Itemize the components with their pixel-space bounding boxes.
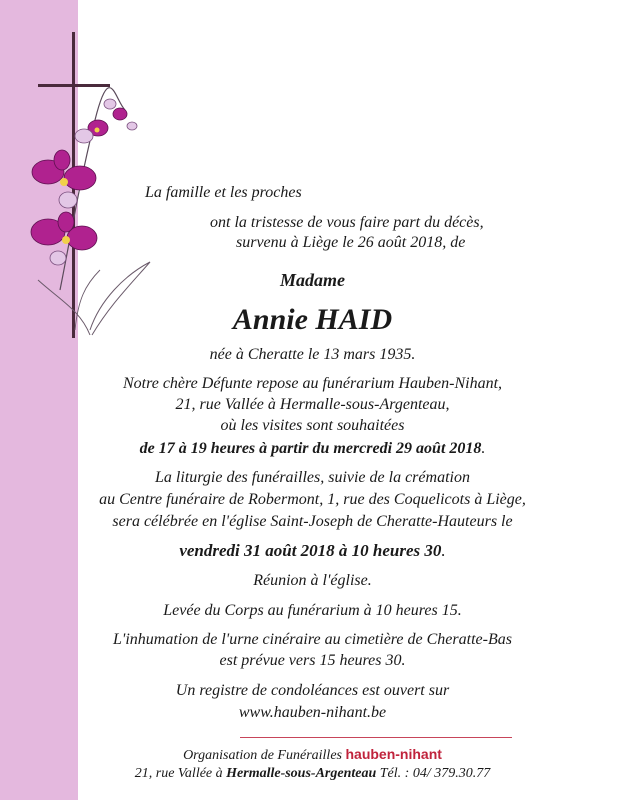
ceremony-date-line bbox=[0, 541, 625, 561]
footer-phone: Tél. : 04/ 379.30.77 bbox=[379, 766, 491, 781]
footer-divider bbox=[240, 737, 512, 738]
rest-line-3: où les visites sont souhaitées bbox=[220, 417, 405, 434]
liturgy-line-2: au Centre funéraire de Robermont, 1, rue des Coquelicots à Liège, bbox=[99, 491, 526, 508]
register-url[interactable]: www.hauben-nihant.be bbox=[238, 704, 387, 721]
deceased-name: Annie HAID bbox=[232, 303, 393, 336]
visits-line bbox=[0, 439, 625, 459]
burial-line-2: est prévue vers 15 heures 30. bbox=[219, 652, 406, 669]
footer-addr-town: Hermalle-sous-Argenteau bbox=[226, 766, 377, 781]
footer-address bbox=[0, 764, 625, 784]
footer-org-prefix: Organisation de Funérailles bbox=[183, 748, 342, 763]
reunion-line: Réunion à l'église. bbox=[253, 572, 372, 589]
liturgy-line-1: La liturgie des funérailles, suivie de la crémation bbox=[155, 469, 470, 486]
register-line: Un registre de condoléances est ouvert sur bbox=[175, 682, 450, 699]
footer-organisation bbox=[0, 744, 625, 766]
liturgy-line-3: sera célébrée en l'église Saint-Joseph de Cheratte-Hauteurs le bbox=[112, 513, 513, 530]
brand-logo: hauben-nihant bbox=[345, 746, 442, 762]
birth-line: née à Cheratte le 13 mars 1935. bbox=[209, 346, 416, 363]
burial-line-1: L'inhumation de l'urne cinéraire au cimetière de Cheratte-Bas bbox=[113, 631, 512, 648]
deceased-title: Madame bbox=[280, 270, 345, 290]
announce-line-1: ont la tristesse de vous faire part du décès, bbox=[210, 214, 484, 231]
rest-line-2: 21, rue Vallée à Hermalle-sous-Argenteau, bbox=[175, 396, 450, 413]
visits-period: . bbox=[481, 440, 486, 457]
visits-hours: de 17 à 19 heures à partir du mercredi 29 août 2018 bbox=[139, 440, 482, 457]
footer-addr-prefix: 21, rue Vallée à bbox=[134, 766, 223, 781]
rest-line-1: Notre chère Défunte repose au funérarium Hauben-Nihant, bbox=[122, 375, 503, 392]
intro-line: La famille et les proches bbox=[145, 184, 302, 201]
announce-line-2: survenu à Liège le 26 août 2018, de bbox=[236, 234, 466, 251]
levee-line: Levée du Corps au funérarium à 10 heures 15. bbox=[163, 602, 462, 619]
ceremony-date-period: . bbox=[441, 541, 446, 560]
ceremony-date: vendredi 31 août 2018 à 10 heures 30 bbox=[179, 541, 442, 560]
